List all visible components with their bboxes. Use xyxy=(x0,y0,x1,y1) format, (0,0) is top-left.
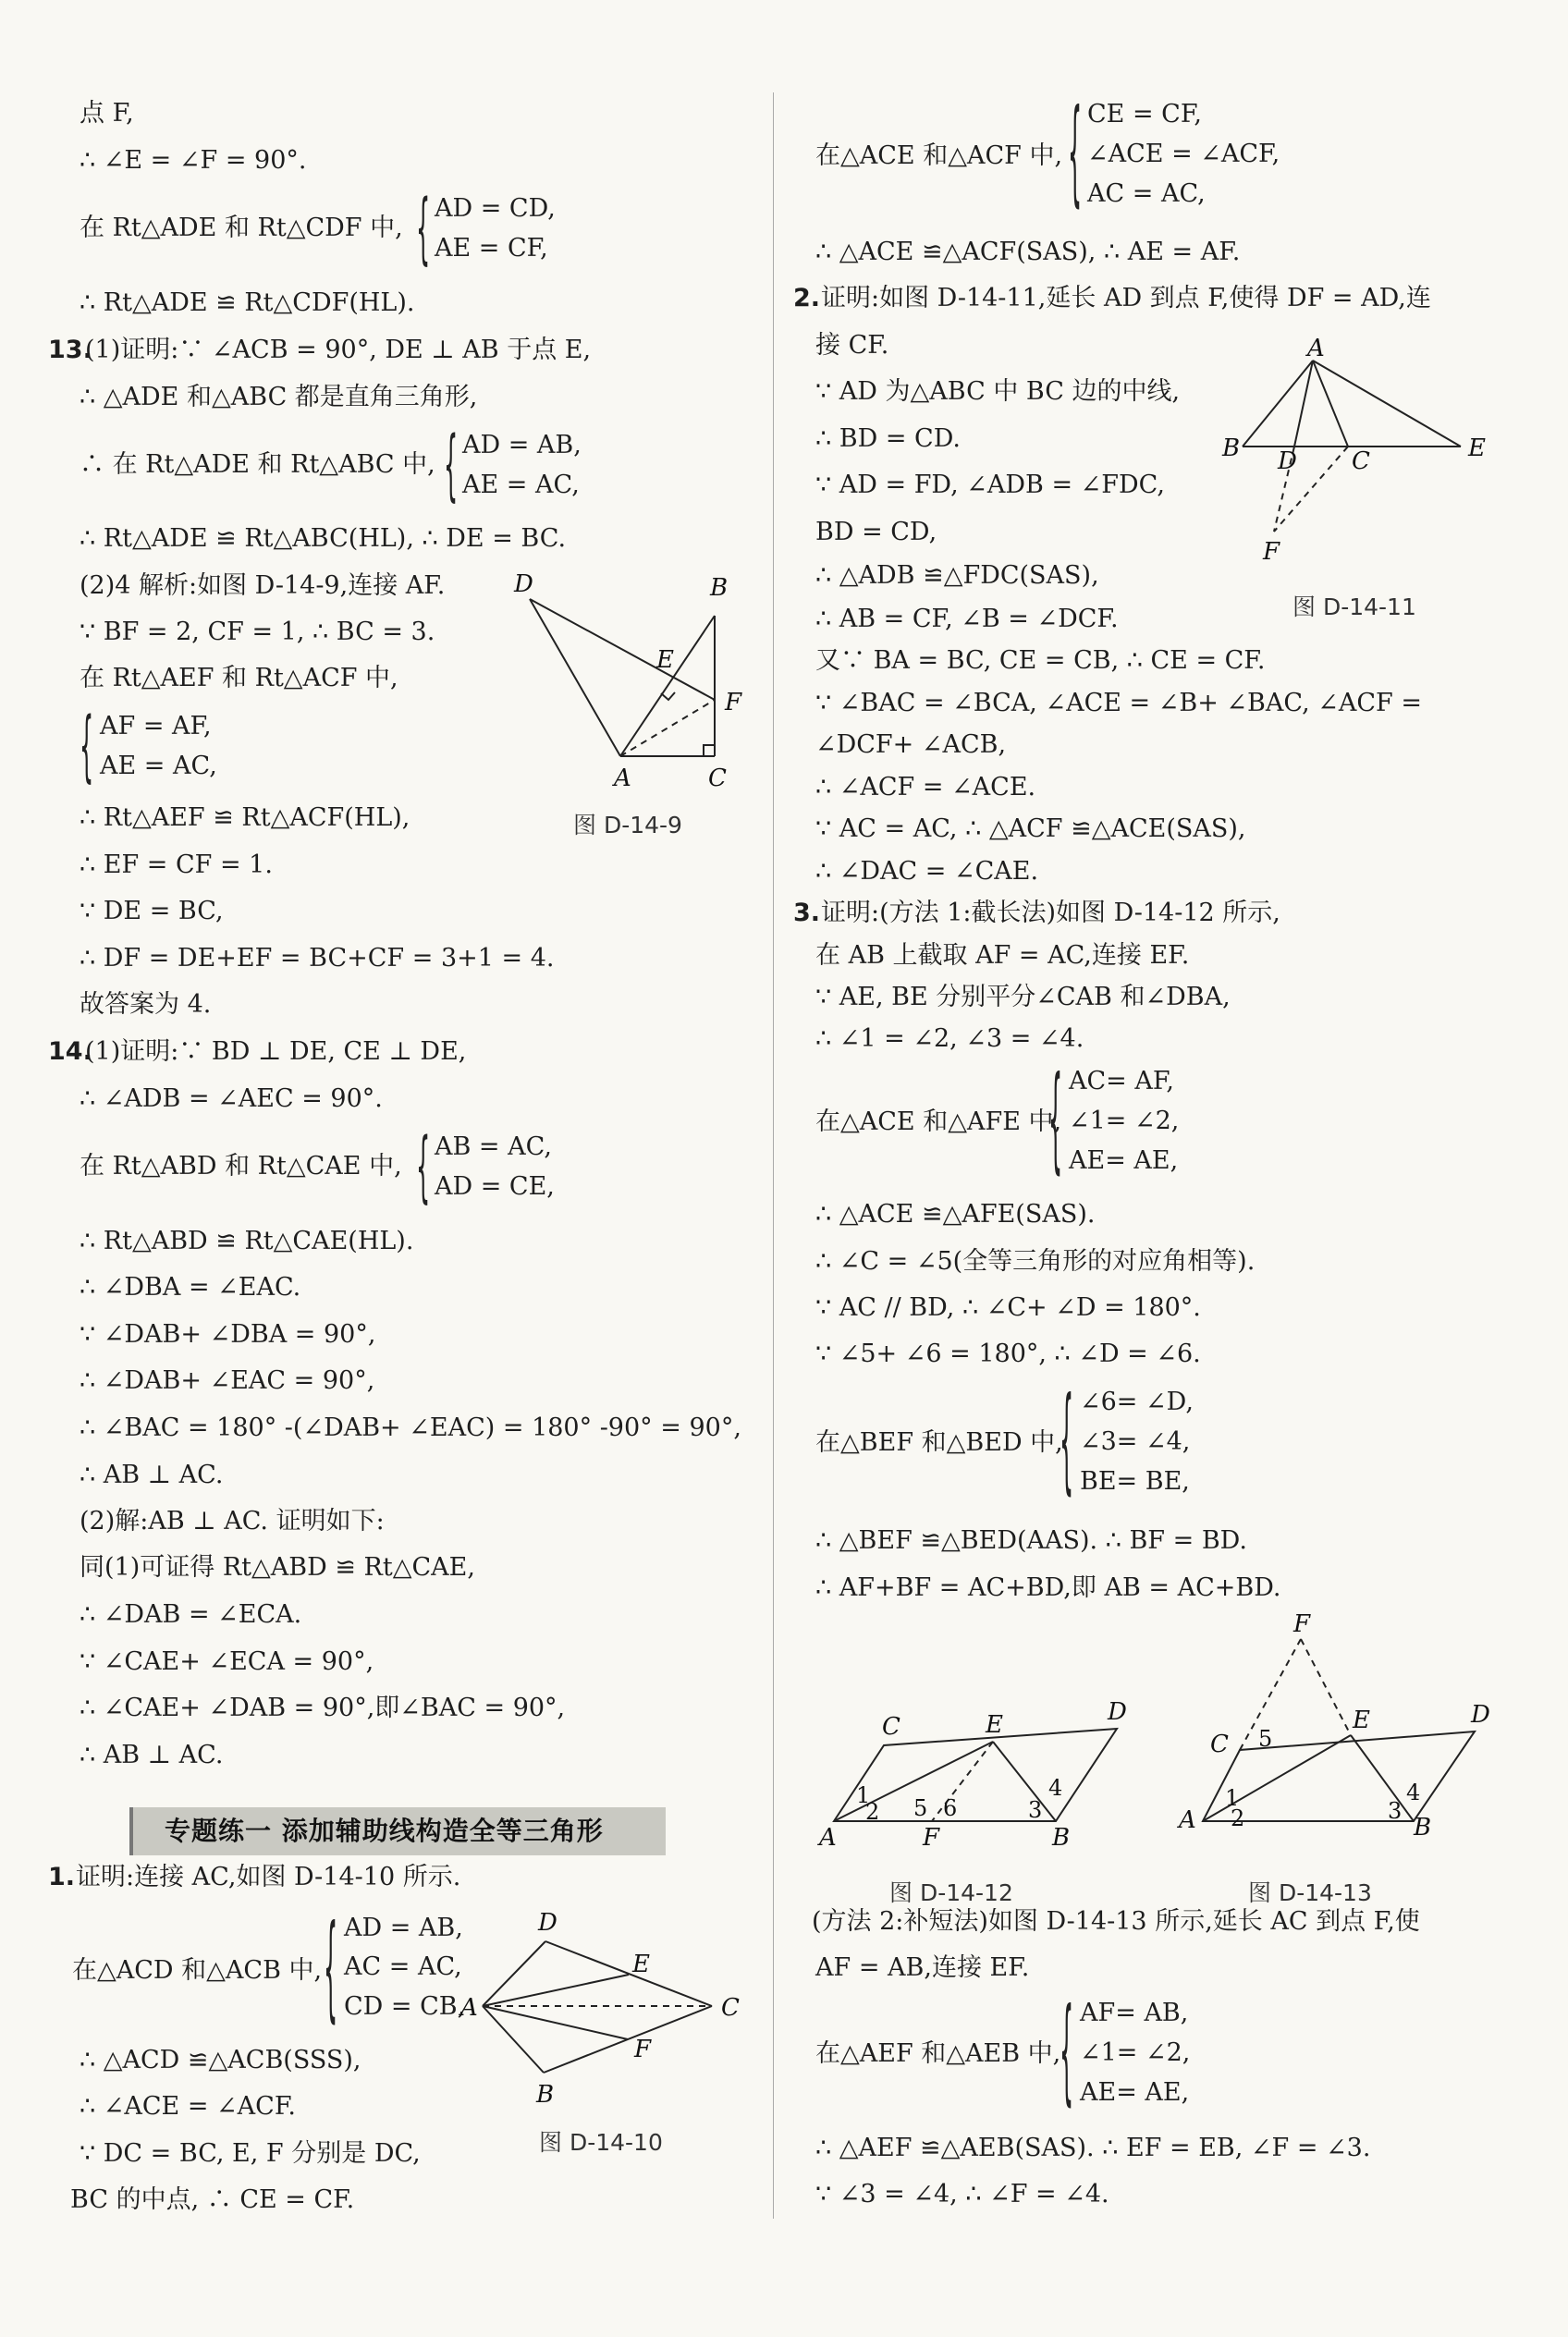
text-line: ∵ DC = BC, E, F 分别是 DC, xyxy=(80,2139,421,2168)
segment-df xyxy=(530,599,715,700)
brace: { xyxy=(1068,87,1083,220)
segment-af xyxy=(483,2006,628,2039)
text-line: 证明:(方法 1:截长法)如图 D-14-12 所示, xyxy=(821,899,1280,927)
label-a: A xyxy=(1307,335,1325,362)
system-line: AF = AF, xyxy=(100,712,212,740)
angle-label-6: 6 xyxy=(943,1795,958,1821)
system-line: AC= AF, xyxy=(1069,1067,1174,1095)
label-e: E xyxy=(656,646,674,674)
text-line: ∵ AD 为△ABC 中 BC 边的中线, xyxy=(815,377,1181,406)
brace: { xyxy=(1060,1986,1074,2119)
figure-caption: 图 D-14-11 xyxy=(1292,593,1416,620)
text-line: ∵ ∠BAC = ∠BCA, ∠ACE = ∠B+ ∠BAC, ∠ACF = xyxy=(815,689,1422,717)
text-line: ∵ AC = AC, ∴ △ACF ≌△ACE(SAS), xyxy=(815,814,1246,843)
label-a: A xyxy=(1179,1806,1196,1834)
system-line: ∠ACE = ∠ACF, xyxy=(1087,140,1280,168)
system-line: AE = CF, xyxy=(435,234,548,263)
system-line: AD = AB, xyxy=(462,431,582,459)
label-c: C xyxy=(708,765,727,792)
text-line: ∴ ∠CAE+ ∠DAB = 90°,即∠BAC = 90°, xyxy=(80,1694,566,1722)
text-line: (方法 2:补短法)如图 D-14-13 所示,延长 AC 到点 F,使 xyxy=(812,1907,1420,1936)
question-number: 3. xyxy=(793,899,821,927)
text-line: ∴ ∠DBA = ∠EAC. xyxy=(80,1273,301,1302)
segment-fe-dashed xyxy=(1301,1639,1351,1735)
system-line: CD = CB, xyxy=(344,1992,466,2021)
brace: { xyxy=(324,1903,338,2036)
text-line: ∴ ∠DAC = ∠CAE. xyxy=(815,857,1039,886)
segment-ad xyxy=(483,1941,545,2006)
angle-label-3: 3 xyxy=(1028,1797,1043,1823)
system-line: AE = AC, xyxy=(462,471,580,499)
angle-label-1: 1 xyxy=(856,1782,871,1808)
brace: { xyxy=(444,421,459,511)
text-line: ∵ DE = BC, xyxy=(80,897,224,925)
text-line: (2)解:AB ⊥ AC. 证明如下: xyxy=(80,1507,385,1536)
text-line: ∴ AB ⊥ AC. xyxy=(80,1741,224,1769)
text-line: 证明:连接 AC,如图 D-14-10 所示. xyxy=(76,1863,461,1891)
label-a: A xyxy=(819,1824,837,1852)
figure-caption: 图 D-14-10 xyxy=(539,2129,663,2156)
angle-label-5: 5 xyxy=(1258,1726,1273,1752)
text-line: 故答案为 4. xyxy=(80,990,212,1019)
label-c: C xyxy=(882,1713,900,1741)
system-line: AE= AE, xyxy=(1080,2078,1190,2107)
angle-label-2: 2 xyxy=(865,1799,880,1825)
text-line: BD = CD, xyxy=(815,518,937,546)
text-line: 点 F, xyxy=(80,99,134,128)
label-b: B xyxy=(1414,1814,1432,1841)
text-line: 在△ACD 和△ACB 中, xyxy=(72,1956,323,1985)
angle-label-5: 5 xyxy=(913,1795,928,1821)
text-line: ∵ AE, BE 分别平分∠CAB 和∠DBA, xyxy=(815,983,1231,1011)
text-line: 在△ACE 和△AFE 中, xyxy=(815,1107,1062,1136)
segment-ab xyxy=(620,616,715,756)
label-b: B xyxy=(1052,1824,1071,1852)
label-c: C xyxy=(1210,1731,1229,1758)
label-e: E xyxy=(1468,434,1486,462)
text-line: ∴ △ACE ≌△AFE(SAS). xyxy=(815,1200,1096,1229)
brace: { xyxy=(1060,1375,1074,1508)
system-line: BE= BE, xyxy=(1080,1467,1190,1496)
label-e: E xyxy=(986,1711,1003,1739)
text-line: ∴ ∠DAB = ∠ECA. xyxy=(80,1600,302,1629)
text-line: ∴ ∠C = ∠5(全等三角形的对应角相等). xyxy=(815,1247,1256,1276)
segment-eb xyxy=(1351,1735,1414,1821)
text-line: ∴ ∠DAB+ ∠EAC = 90°, xyxy=(80,1366,375,1395)
angle-label-2: 2 xyxy=(1231,1805,1245,1831)
label-e: E xyxy=(1353,1707,1370,1734)
text-line: 接 CF. xyxy=(815,331,889,360)
text-line: ∴ ∠BAC = 180° -(∠DAB+ ∠EAC) = 180° -90° = 90°, xyxy=(80,1413,741,1442)
text-line: ∴ ∠ACF = ∠ACE. xyxy=(815,773,1036,801)
text-line: ∵ ∠3 = ∠4, ∴ ∠F = ∠4. xyxy=(815,2180,1109,2209)
label-a: A xyxy=(460,1994,478,2022)
text-line: 在 Rt△ADE 和 Rt△CDF 中, xyxy=(80,214,403,242)
system-line: ∠1= ∠2, xyxy=(1080,2038,1191,2067)
right-angle-mark-c xyxy=(704,745,715,756)
segment-eb xyxy=(993,1742,1056,1821)
figure-caption: 图 D-14-9 xyxy=(573,812,682,838)
system-line: AC = AC, xyxy=(344,1952,462,1981)
brace: { xyxy=(416,1122,431,1213)
text-line: ∴ Rt△ABD ≌ Rt△CAE(HL). xyxy=(80,1227,414,1255)
text-line: 在△AEF 和△AEB 中, xyxy=(815,2039,1061,2068)
text-line: 在 AB 上截取 AF = AC,连接 EF. xyxy=(815,941,1190,970)
question-number: 14. xyxy=(48,1037,92,1066)
angle-label-1: 1 xyxy=(1225,1785,1240,1811)
text-line: ∠DCF+ ∠ACB, xyxy=(815,730,1007,759)
text-line: AF = AB,连接 EF. xyxy=(815,1953,1030,1982)
text-line: ∵ ∠CAE+ ∠ECA = 90°, xyxy=(80,1647,374,1676)
segment-ab xyxy=(483,2006,544,2073)
text-line: ∴ AF+BF = AC+BD,即 AB = AC+BD. xyxy=(815,1573,1281,1602)
label-d: D xyxy=(1108,1698,1127,1726)
label-d: D xyxy=(1471,1701,1490,1729)
text-line: 在△ACE 和△ACF 中, xyxy=(815,141,1063,170)
segment-ef-dashed xyxy=(932,1742,993,1821)
brace: { xyxy=(416,184,431,275)
text-line: ∴ ∠ACE = ∠ACF. xyxy=(80,2092,296,2121)
text-line: ∴ 在 Rt△ADE 和 Rt△ABC 中, xyxy=(80,450,435,479)
text-line: (1)证明:∵ BD ⊥ DE, CE ⊥ DE, xyxy=(85,1037,467,1066)
segment-dc xyxy=(545,1941,712,2006)
segment-ae xyxy=(1313,361,1461,447)
label-b: B xyxy=(710,574,729,602)
text-line: 在 Rt△AEF 和 Rt△ACF 中, xyxy=(80,664,398,692)
text-line: ∴ DF = DE+EF = BC+CF = 3+1 = 4. xyxy=(80,944,555,973)
label-c: C xyxy=(721,1994,740,2022)
text-line: ∴ △ACE ≌△ACF(SAS), ∴ AE = AF. xyxy=(815,238,1241,266)
question-number: 1. xyxy=(48,1863,76,1891)
text-line: 证明:如图 D-14-11,延长 AD 到点 F,使得 DF = AD,连 xyxy=(821,284,1431,312)
text-line: ∴ ∠1 = ∠2, ∠3 = ∠4. xyxy=(815,1024,1084,1053)
label-f: F xyxy=(634,2036,652,2063)
text-line: ∴ Rt△ADE ≌ Rt△ABC(HL), ∴ DE = BC. xyxy=(80,524,567,553)
label-f: F xyxy=(1263,538,1280,566)
label-b: B xyxy=(536,2081,555,2109)
system-line: CE = CF, xyxy=(1087,100,1202,128)
segment-ae xyxy=(483,1975,629,2006)
question-number: 13. xyxy=(48,336,92,364)
segment-ad xyxy=(1294,361,1313,447)
system-line: AD = CE, xyxy=(435,1172,555,1201)
text-line: 在△BEF 和△BED 中, xyxy=(815,1428,1063,1457)
system-line: AB = AC, xyxy=(435,1132,552,1161)
figure-caption: 图 D-14-12 xyxy=(889,1879,1013,1906)
system-line: AE = AC, xyxy=(100,752,217,780)
figure-d-14-12-drawing xyxy=(814,1692,1146,1867)
label-c: C xyxy=(1352,447,1370,475)
angle-label-4: 4 xyxy=(1048,1775,1063,1801)
text-line: 又∵ BA = BC, CE = CB, ∴ CE = CF. xyxy=(815,646,1266,675)
segment-af-dashed xyxy=(620,700,715,756)
text-line: ∵ AC // BD, ∴ ∠C+ ∠D = 180°. xyxy=(815,1293,1201,1322)
text-line: ∴ △AEF ≌△AEB(SAS). ∴ EF = EB, ∠F = ∠3. xyxy=(815,2134,1371,2162)
segment-da xyxy=(530,599,620,756)
figure-d-14-13 xyxy=(1170,1610,1502,1863)
text-line: ∴ AB = CF, ∠B = ∠DCF. xyxy=(815,605,1119,633)
column-divider xyxy=(773,92,774,2219)
label-d: D xyxy=(1278,447,1297,475)
text-line: ∵ ∠DAB+ ∠DBA = 90°, xyxy=(80,1320,376,1349)
text-line: ∴ EF = CF = 1. xyxy=(80,850,273,879)
segment-ac xyxy=(1313,361,1348,447)
system-line: AF= AB, xyxy=(1080,1999,1189,2027)
figure-d-14-10 xyxy=(453,1904,758,2108)
section-banner: 专题练一 添加辅助线构造全等三角形 xyxy=(129,1807,666,1855)
text-line: ∴ △ACD ≌△ACB(SSS), xyxy=(80,2046,361,2074)
angle-label-3: 3 xyxy=(1388,1798,1403,1824)
text-line: ∴ AB ⊥ AC. xyxy=(80,1461,224,1489)
angle-label-4: 4 xyxy=(1406,1780,1421,1805)
text-line: ∴ △BEF ≌△BED(AAS). ∴ BF = BD. xyxy=(815,1526,1247,1555)
text-line: ∴ △ADE 和△ABC 都是直角三角形, xyxy=(80,383,478,411)
text-line: ∴ ∠ADB = ∠AEC = 90°. xyxy=(80,1084,383,1113)
text-line: ∴ Rt△ADE ≌ Rt△CDF(HL). xyxy=(80,288,415,317)
system-line: ∠6= ∠D, xyxy=(1080,1388,1194,1416)
text-line: ∴ △ADB ≌△FDC(SAS), xyxy=(815,561,1099,590)
text-line: ∵ AD = FD, ∠ADB = ∠FDC, xyxy=(815,471,1165,499)
label-e: E xyxy=(632,1951,650,1978)
text-line: ∴ Rt△AEF ≌ Rt△ACF(HL), xyxy=(80,803,410,832)
figure-d-14-9 xyxy=(499,564,777,795)
text-line: 在 Rt△ABD 和 Rt△CAE 中, xyxy=(80,1152,402,1181)
brace: { xyxy=(80,702,94,792)
system-line: ∠3= ∠4, xyxy=(1080,1427,1191,1456)
text-line: 同(1)可证得 Rt△ABD ≌ Rt△CAE, xyxy=(80,1553,475,1582)
question-number: 2. xyxy=(793,284,821,312)
system-line: ∠1= ∠2, xyxy=(1069,1107,1180,1135)
text-line: ∵ BF = 2, CF = 1, ∴ BC = 3. xyxy=(80,618,435,646)
figure-d-14-11 xyxy=(1211,337,1507,578)
brace: { xyxy=(1048,1054,1063,1187)
segment-ab xyxy=(1243,361,1313,447)
text-line: (2)4 解析:如图 D-14-9,连接 AF. xyxy=(80,571,446,600)
system-line: AD = AB, xyxy=(344,1914,463,1942)
text-line: ∴ ∠E = ∠F = 90°. xyxy=(80,146,307,175)
label-f: F xyxy=(923,1824,940,1852)
label-a: A xyxy=(614,765,631,792)
label-f: F xyxy=(1293,1610,1311,1638)
text-line: (1)证明:∵ ∠ACB = 90°, DE ⊥ AB 于点 E, xyxy=(85,336,592,364)
figure-caption: 图 D-14-13 xyxy=(1248,1879,1372,1906)
label-f: F xyxy=(725,689,742,716)
text-line: ∵ ∠5+ ∠6 = 180°, ∴ ∠D = ∠6. xyxy=(815,1340,1201,1368)
system-line: AC = AC, xyxy=(1087,179,1206,208)
system-line: AD = CD, xyxy=(435,194,556,223)
label-b: B xyxy=(1222,434,1241,462)
label-d: D xyxy=(538,1909,557,1937)
text-line: ∴ BD = CD. xyxy=(815,424,961,453)
system-line: AE= AE, xyxy=(1069,1146,1179,1175)
label-d: D xyxy=(514,570,533,598)
text-line: BC 的中点, ∴ CE = CF. xyxy=(70,2185,355,2214)
